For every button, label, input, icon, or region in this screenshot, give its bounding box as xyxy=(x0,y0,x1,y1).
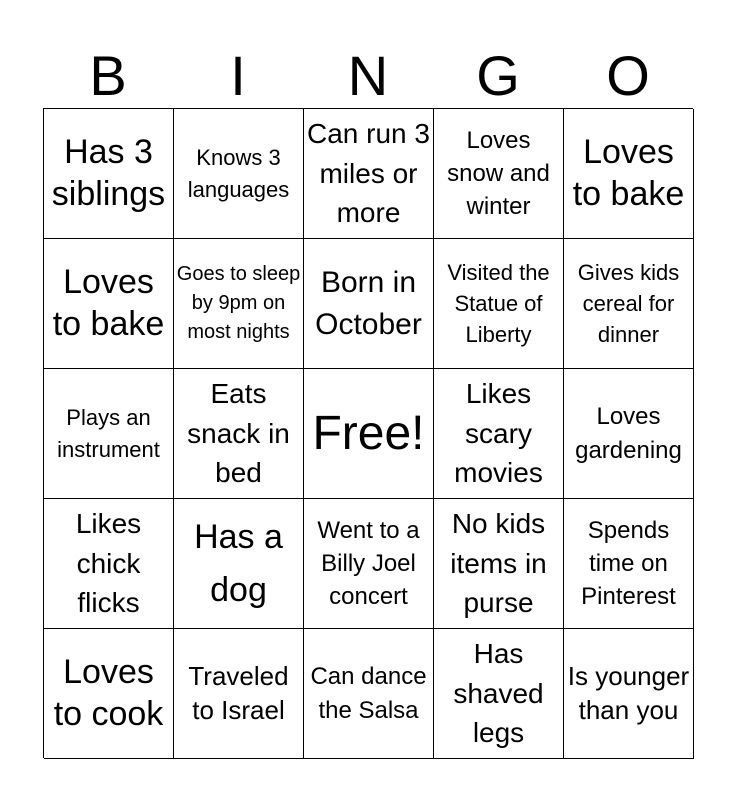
cell-label: Loves gardening xyxy=(575,403,682,464)
cell-label: Free! xyxy=(312,406,425,460)
bingo-cell[interactable] xyxy=(174,239,304,369)
bingo-cell[interactable] xyxy=(44,239,174,369)
cell-label: Loves to bake xyxy=(572,133,685,213)
header-letter-b: B xyxy=(89,44,127,107)
cell-label: Is younger than you xyxy=(567,660,690,725)
bingo-board xyxy=(43,108,693,758)
bingo-header xyxy=(43,40,693,108)
bingo-cell[interactable] xyxy=(564,369,694,499)
bingo-cell[interactable] xyxy=(434,109,564,239)
cell-label: Likes chick flicks xyxy=(75,507,142,619)
cell-label: No kids items in purse xyxy=(450,507,547,619)
bingo-cell[interactable] xyxy=(44,109,174,239)
bingo-cell[interactable] xyxy=(304,239,434,369)
bingo-cell[interactable] xyxy=(174,499,304,629)
cell-label: Has shaved legs xyxy=(453,637,544,749)
bingo-cell[interactable] xyxy=(564,629,694,759)
bingo-cell[interactable] xyxy=(434,369,564,499)
cell-label: Traveled to Israel xyxy=(188,660,289,725)
bingo-cell[interactable] xyxy=(564,499,694,629)
bingo-cell[interactable] xyxy=(434,239,564,369)
cell-label: Can run 3 miles or more xyxy=(307,117,430,229)
cell-label: Loves snow and winter xyxy=(447,126,550,221)
cell-label: Gives kids cereal for dinner xyxy=(577,259,680,348)
cell-label: Loves to bake xyxy=(52,263,165,343)
bingo-cell[interactable] xyxy=(564,109,694,239)
bingo-cell[interactable] xyxy=(44,629,174,759)
bingo-cell[interactable] xyxy=(174,369,304,499)
bingo-cell[interactable] xyxy=(304,369,434,499)
cell-label: Has a dog xyxy=(194,517,283,609)
bingo-cell[interactable] xyxy=(434,629,564,759)
cell-label: Knows 3 languages xyxy=(187,145,290,202)
header-letter-i: I xyxy=(230,44,246,107)
bingo-cell[interactable] xyxy=(44,369,174,499)
bingo-cell[interactable] xyxy=(44,499,174,629)
cell-label: Goes to sleep by 9pm on most nights xyxy=(176,263,301,343)
header-letter-g: G xyxy=(476,44,520,107)
bingo-cell[interactable] xyxy=(434,499,564,629)
header-letter-o: O xyxy=(606,44,650,107)
bingo-cell[interactable] xyxy=(304,629,434,759)
cell-label: Born in October xyxy=(315,265,422,341)
cell-label: Went to a Billy Joel concert xyxy=(317,516,420,611)
bingo-cell[interactable] xyxy=(304,109,434,239)
cell-label: Visited the Statue of Liberty xyxy=(447,259,550,348)
cell-label: Has 3 siblings xyxy=(51,133,166,213)
cell-label: Eats snack in bed xyxy=(187,377,290,489)
header-letter-n: N xyxy=(347,44,389,107)
bingo-cell[interactable] xyxy=(304,499,434,629)
bingo-cell[interactable] xyxy=(564,239,694,369)
cell-label: Spends time on Pinterest xyxy=(581,516,676,611)
cell-label: Loves to cook xyxy=(53,653,164,733)
cell-label: Likes scary movies xyxy=(454,377,543,489)
cell-label: Plays an instrument xyxy=(57,405,160,462)
bingo-cell[interactable] xyxy=(174,109,304,239)
bingo-cell[interactable] xyxy=(174,629,304,759)
cell-label: Can dance the Salsa xyxy=(310,663,427,724)
